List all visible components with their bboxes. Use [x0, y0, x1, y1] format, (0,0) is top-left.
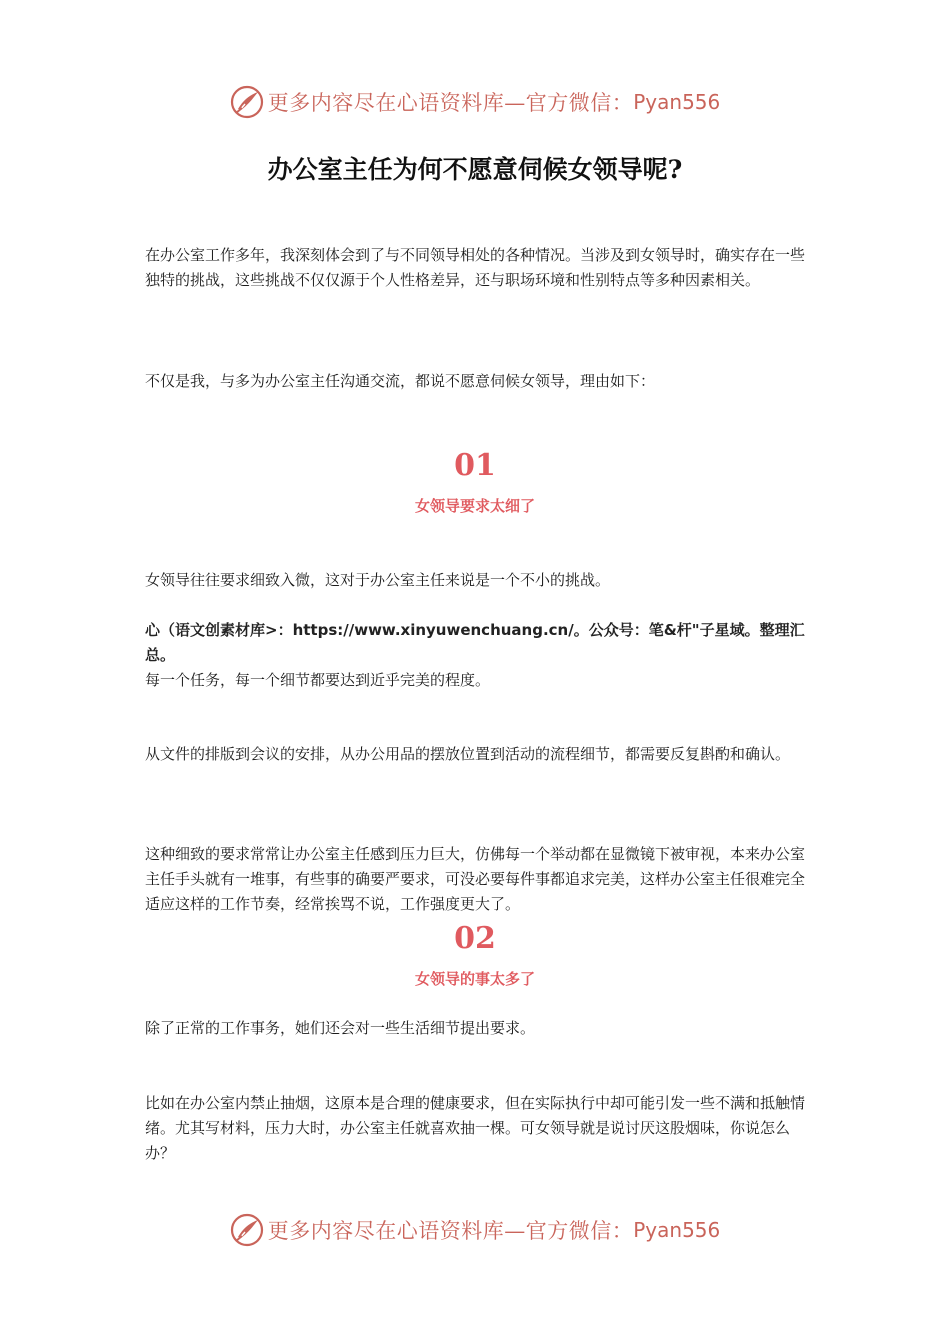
source-note: 心（语文创素材库>：https://www.xinyuwenchuang.cn/。公众号：笔&杆"子星域。整理汇总。: [145, 621, 805, 664]
intro-paragraph-1: 在办公室工作多年，我深刻体会到了与不同领导相处的各种情况。当涉及到女领导时，确实存在一些独特的挑战，这些挑战不仅仅源于个人性格差异，还与职场环境和性别特点等多种因素相关。: [145, 246, 806, 289]
section2-paragraph-1: 除了正常的工作事务，她们还会对一些生活细节提出要求。: [145, 1019, 536, 1037]
section1-paragraph-4: 这种细致的要求常常让办公室主任感到压力巨大，仿佛每一个举动都在显微镜下被审视，本来办公室主任手头就有一堆事，有些事的确要严要求，可没必要每件事都追求完美，这样办公室主任很难完全适应这样的工作节奏，经常挨骂不说，工作强度更大了。: [145, 845, 806, 913]
quill-logo-icon: [230, 85, 264, 119]
banner-wechat-id: Pyan556: [633, 1218, 721, 1242]
header-banner: [0, 80, 950, 124]
banner-text: 更多内容尽在心语资料库—官方微信：: [267, 1219, 634, 1243]
footer-banner: [0, 1208, 950, 1252]
section1-paragraph-3: 从文件的排版到会议的安排，从办公用品的摆放位置到活动的流程细节，都需要反复斟酌和确认。: [145, 745, 791, 763]
intro-paragraph-2: 不仅是我，与多为办公室主任沟通交流，都说不愿意伺候女领导，理由如下：: [145, 372, 656, 390]
banner-text: 更多内容尽在心语资料库—官方微信：: [267, 91, 634, 115]
document-title: 办公室主任为何不愿意伺候女领导呢?: [267, 155, 683, 184]
section1-paragraph-2: 每一个任务，每一个细节都要达到近乎完美的程度。: [145, 671, 491, 689]
section-heading-01: 女领导要求太细了: [414, 497, 535, 515]
banner-wechat-id: Pyan556: [633, 90, 721, 114]
section-heading-02: 女领导的事太多了: [414, 970, 535, 988]
section2-paragraph-2: 比如在办公室内禁止抽烟，这原本是合理的健康要求，但在实际执行中却可能引发一些不满和抵触情绪。尤其写材料，压力大时，办公室主任就喜欢抽一棵。可女领导就是说讨厌这股烟味，你说怎么办？: [145, 1094, 806, 1162]
quill-logo-icon: [230, 1213, 264, 1247]
section1-paragraph-1: 女领导往往要求细致入微，这对于办公室主任来说是一个不小的挑战。: [145, 571, 611, 589]
section-number-02: 02: [454, 921, 496, 956]
section-number-01: 01: [454, 448, 496, 483]
